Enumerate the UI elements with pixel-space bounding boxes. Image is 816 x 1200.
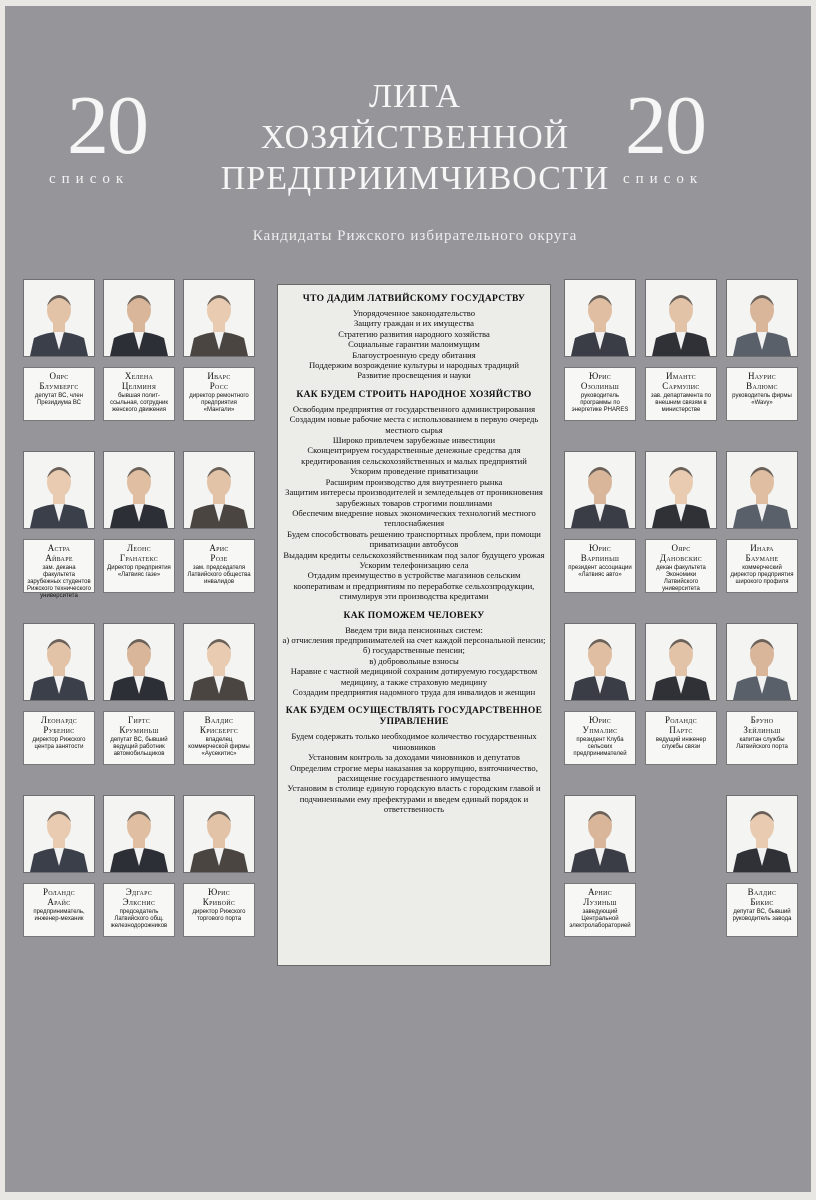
candidate-role: руководитель программы по энергетике PHARES bbox=[571, 393, 629, 413]
candidate-role: президент ассоциации «Латвияс авто» bbox=[568, 565, 632, 578]
candidate-role: зав. департамента по внешним связям в министерстве bbox=[650, 393, 712, 413]
candidate-last-name: Бикис bbox=[750, 897, 774, 907]
program-item: б) государственные пенсии; bbox=[363, 645, 465, 656]
candidate-name bbox=[727, 887, 797, 907]
candidate-first-name: Юрис bbox=[207, 887, 231, 897]
program-section-3 bbox=[278, 625, 550, 698]
candidate-first-name: Эдгарс bbox=[125, 887, 153, 897]
candidate-first-name: Гиртс bbox=[127, 715, 151, 725]
candidate-card bbox=[726, 539, 798, 593]
candidate-name bbox=[565, 887, 635, 907]
program-heading-1: ЧТО ДАДИМ ЛАТВИЙСКОМУ ГОСУДАРСТВУ bbox=[302, 294, 526, 304]
candidate-last-name: Дановскис bbox=[659, 553, 703, 563]
candidate-photo bbox=[564, 795, 636, 873]
candidate-card bbox=[645, 711, 717, 765]
candidate-name bbox=[646, 371, 716, 391]
candidate-name bbox=[727, 543, 797, 563]
candidate-photo bbox=[645, 623, 717, 701]
program-item: Стратегию развития народного хозяйства bbox=[338, 328, 490, 339]
program-heading-2: КАК БУДЕМ СТРОИТЬ НАРОДНОЕ ХОЗЯЙСТВО bbox=[296, 389, 532, 400]
candidate-role: капитан службы Латвийского порта bbox=[736, 737, 788, 750]
candidate-photo bbox=[23, 279, 95, 357]
candidate-role: депутат ВС, член Президиума ВС bbox=[34, 393, 84, 406]
candidate-name bbox=[646, 715, 716, 735]
candidate-name bbox=[565, 715, 635, 735]
poster bbox=[5, 6, 811, 1192]
candidate-first-name: Леонардс bbox=[40, 715, 78, 725]
program-item: Наравне с частной медициной сохраним дотируемую государством медицину, а также страховую медицину bbox=[290, 666, 538, 687]
candidate-card bbox=[726, 711, 798, 765]
candidate-card bbox=[564, 539, 636, 593]
candidate-photo bbox=[183, 279, 255, 357]
candidate-first-name: Арис bbox=[209, 543, 229, 553]
candidate-photo bbox=[23, 795, 95, 873]
program-item: Защиту граждан и их имущества bbox=[353, 318, 475, 329]
candidate-photo bbox=[564, 279, 636, 357]
candidate-last-name: Сармулис bbox=[662, 381, 700, 391]
candidate-last-name: Крисбергс bbox=[199, 725, 239, 735]
program-section-2 bbox=[278, 404, 550, 602]
candidate-card bbox=[183, 367, 255, 421]
candidate-name bbox=[184, 371, 254, 391]
candidate-role: председатель Латвийского общ. железнодорожников bbox=[110, 909, 168, 929]
candidate-card bbox=[103, 883, 175, 937]
program-item: Установим в столице единую городскую власть с городским главой и подчиненными ему префектурами и введем единый порядок и ответственность bbox=[287, 783, 541, 815]
candidate-photo bbox=[183, 451, 255, 529]
candidate-role: бывшая полит-ссыльная, сотрудник женского движения bbox=[109, 393, 169, 413]
program-section-4 bbox=[278, 731, 550, 814]
candidate-photo bbox=[183, 623, 255, 701]
candidate-last-name: Партс bbox=[669, 725, 693, 735]
candidate-last-name: Варпиньш bbox=[580, 553, 620, 563]
candidate-role: коммерческий директор предприятия широкого профиля bbox=[730, 565, 794, 585]
candidate-name bbox=[184, 887, 254, 907]
candidate-photo bbox=[23, 623, 95, 701]
candidate-last-name: Целминя bbox=[121, 381, 157, 391]
candidate-name bbox=[184, 543, 254, 563]
candidate-role: директор ремонтного предприятия «Мангали» bbox=[189, 393, 249, 413]
program-panel bbox=[277, 284, 551, 966]
program-item: Ускорим проведение приватизации bbox=[349, 466, 479, 477]
candidate-first-name: Имантс bbox=[666, 371, 696, 381]
list-label-left: список bbox=[49, 171, 130, 187]
candidate-role: руководитель фирмы «Wavy» bbox=[732, 393, 792, 406]
candidate-first-name: Валдис bbox=[204, 715, 234, 725]
candidate-first-name: Леонс bbox=[127, 543, 151, 553]
candidate-last-name: Рубенис bbox=[43, 725, 75, 735]
program-item: Социальные гарантии малоимущим bbox=[348, 339, 480, 350]
candidate-role: директор Рижского торгового порта bbox=[192, 909, 246, 922]
candidate-name bbox=[104, 715, 174, 735]
candidate-first-name: Оярс bbox=[671, 543, 691, 553]
program-item: Широко привлечем зарубежные инвестиции bbox=[332, 435, 496, 446]
candidate-card bbox=[564, 367, 636, 421]
candidate-card bbox=[103, 711, 175, 765]
candidate-card bbox=[564, 711, 636, 765]
candidate-first-name: Бруно bbox=[750, 715, 774, 725]
program-item: Установим контроль за доходами чиновников и депутатов bbox=[308, 752, 520, 763]
candidate-name bbox=[24, 887, 94, 907]
title-line-1: ЛИГА bbox=[368, 78, 462, 115]
candidate-photo bbox=[103, 623, 175, 701]
candidate-first-name: Арнис bbox=[587, 887, 612, 897]
candidate-card bbox=[23, 539, 95, 599]
candidate-last-name: Гранатекс bbox=[119, 553, 159, 563]
candidate-card bbox=[103, 367, 175, 421]
candidate-last-name: Блумбергс bbox=[39, 381, 79, 391]
candidate-role: зам. председателя Латвийского общества инвалидов bbox=[187, 565, 251, 585]
candidate-first-name: Хелена bbox=[124, 371, 154, 381]
candidate-role: депутат ВС, бывший руководитель завода bbox=[732, 909, 792, 922]
program-item: Освободим предприятия от государственного администрирования bbox=[292, 403, 536, 414]
list-label-right: список bbox=[623, 171, 704, 187]
candidate-name bbox=[104, 371, 174, 391]
candidate-photo bbox=[23, 451, 95, 529]
program-heading-4: КАК БУДЕМ ОСУЩЕСТВЛЯТЬ ГОСУДАРСТВЕННОЕ УПРАВЛЕНИЕ bbox=[285, 706, 543, 728]
candidate-card bbox=[645, 539, 717, 593]
candidate-card bbox=[23, 367, 95, 421]
candidate-photo bbox=[726, 623, 798, 701]
candidate-photo bbox=[645, 279, 717, 357]
candidate-role: зам. декана факультета зарубежных студентов Рижского технического университета bbox=[27, 565, 91, 599]
program-item: Создадим новые рабочие места с использованием в первую очередь местного сырья bbox=[289, 414, 539, 435]
candidate-first-name: Оярс bbox=[49, 371, 69, 381]
program-item: Будем способствовать решению транспортных проблем, при помощи приватизации автобусов bbox=[287, 528, 541, 550]
candidate-name bbox=[104, 887, 174, 907]
candidate-last-name: Элкснис bbox=[122, 897, 156, 907]
candidate-role: предприниматель, инженер-механик bbox=[33, 909, 85, 922]
candidate-name bbox=[184, 715, 254, 735]
candidate-first-name: Валдис bbox=[747, 887, 777, 897]
candidate-first-name: Роландс bbox=[665, 715, 697, 725]
candidate-last-name: Баумане bbox=[745, 553, 779, 563]
candidate-photo bbox=[726, 451, 798, 529]
candidate-role: директор Рижского центра занятости bbox=[32, 737, 86, 750]
candidate-card bbox=[23, 883, 95, 937]
candidate-photo bbox=[103, 795, 175, 873]
program-item: Создадим предприятия надомного труда для инвалидов и женщин bbox=[292, 687, 536, 697]
candidate-first-name: Юрис bbox=[588, 715, 612, 725]
candidate-photo bbox=[726, 795, 798, 873]
candidate-name bbox=[727, 715, 797, 735]
poster-subtitle: Кандидаты Рижского избирательного округа bbox=[252, 228, 578, 244]
candidate-name bbox=[727, 371, 797, 391]
program-item: Развитие просвещения и науки bbox=[357, 370, 471, 381]
candidate-card bbox=[183, 883, 255, 937]
title-line-2: ХОЗЯЙСТВЕННОЙ bbox=[260, 119, 570, 156]
program-item: Сконцентрируем государственные денежные средства для кредитирования сельскохозяйственных и малых предприятий bbox=[301, 445, 527, 466]
candidate-role: депутат ВС, бывший ведущий работник автомобильщиков bbox=[110, 737, 168, 757]
program-item: Расширим производство для внутреннего рынка bbox=[325, 476, 503, 487]
candidate-role: Директор предприятия «Латвияс газе» bbox=[107, 565, 171, 578]
program-item: Защитим интересы производителей и земледельцев от проникновения зарубежных товаров строгими пошлинами bbox=[285, 487, 543, 508]
list-number-right: 20 bbox=[625, 79, 705, 172]
candidate-first-name: Инара bbox=[750, 543, 774, 553]
candidate-name bbox=[24, 715, 94, 735]
program-section-1 bbox=[278, 308, 550, 381]
candidate-role: заведующий Центральной электролабораторией bbox=[569, 909, 631, 929]
program-item: а) отчисления предпринимателей на счет каждой персональной пенсии; bbox=[282, 634, 546, 645]
candidate-card bbox=[726, 367, 798, 421]
candidate-last-name: Озолиньш bbox=[580, 381, 620, 391]
candidate-first-name: Юрис bbox=[588, 371, 612, 381]
candidate-last-name: Айваре bbox=[45, 553, 73, 563]
candidate-role: владелец коммерческой фирмы «Аусекитис» bbox=[188, 737, 250, 757]
poster-title bbox=[205, 76, 625, 199]
candidate-photo bbox=[726, 279, 798, 357]
candidate-name bbox=[24, 543, 94, 563]
title-line-3: ПРЕДПРИИМЧИВОСТИ bbox=[220, 160, 610, 197]
program-item: Отдадим преимущество в устройстве магазинов сельским кооперативам и предприятиям по переработке сельхозпродукции, стимулируя эти производства кредитами bbox=[293, 570, 535, 602]
candidate-first-name: Роландс bbox=[43, 887, 75, 897]
program-item: Будем содержать только необходимое количество государственных чиновников bbox=[291, 731, 537, 752]
candidate-name bbox=[104, 543, 174, 563]
candidate-card bbox=[23, 711, 95, 765]
list-number-left: 20 bbox=[67, 79, 147, 172]
candidate-card bbox=[103, 539, 175, 593]
program-heading-3: КАК ПОМОЖЕМ ЧЕЛОВЕКУ bbox=[343, 610, 485, 621]
candidate-card bbox=[183, 711, 255, 765]
candidate-photo bbox=[564, 623, 636, 701]
candidate-name bbox=[565, 543, 635, 563]
candidate-photo bbox=[103, 279, 175, 357]
candidate-card bbox=[183, 539, 255, 593]
candidate-card bbox=[564, 883, 636, 937]
candidate-card bbox=[645, 367, 717, 421]
program-item: Определим строгие меры наказания за коррупцию, взяточничество, расхищение государственного имущества bbox=[290, 762, 538, 784]
candidate-name bbox=[565, 371, 635, 391]
candidate-role: президент Клуба сельских предпринимателей bbox=[573, 737, 627, 757]
program-item: Выдадим кредиты сельскохозяйственникам под залог будущего урожая bbox=[283, 549, 545, 560]
candidate-role: декан факультета Экономики Латвийского университета bbox=[656, 565, 706, 592]
candidate-first-name: Наурис bbox=[747, 371, 777, 381]
candidate-last-name: Валюмс bbox=[746, 381, 778, 391]
candidate-last-name: Кривойс bbox=[202, 897, 236, 907]
candidate-photo bbox=[183, 795, 255, 873]
candidate-last-name: Арайс bbox=[47, 897, 71, 907]
candidate-name bbox=[24, 371, 94, 391]
program-item: в) добровольные взносы bbox=[369, 655, 459, 666]
candidate-first-name: Юрис bbox=[588, 543, 612, 553]
candidate-role: ведущий инженер службы связи bbox=[655, 737, 707, 750]
program-item: Введем три вида пенсионных систем: bbox=[345, 624, 483, 635]
candidate-name bbox=[646, 543, 716, 563]
program-item: Ускорим телефонизацию села bbox=[359, 559, 469, 570]
candidate-first-name: Иварс bbox=[207, 371, 231, 381]
program-item: Благоустроенную среду обитания bbox=[352, 349, 476, 360]
candidate-last-name: Лузиньш bbox=[583, 897, 617, 907]
program-item: Обеспечим внедрение новых экономических технологий местного теплоснабжения bbox=[292, 507, 536, 529]
candidate-last-name: Розе bbox=[210, 553, 228, 563]
candidate-photo bbox=[645, 451, 717, 529]
candidate-last-name: Круминьш bbox=[119, 725, 159, 735]
candidate-first-name: Астра bbox=[47, 543, 71, 553]
candidate-last-name: Росс bbox=[209, 381, 229, 391]
candidate-card bbox=[726, 883, 798, 937]
candidate-photo bbox=[103, 451, 175, 529]
candidate-last-name: Упмалис bbox=[582, 725, 618, 735]
candidate-last-name: Зейлиньш bbox=[743, 725, 781, 735]
program-item: Упорядоченное законодательство bbox=[352, 308, 476, 318]
candidate-photo bbox=[564, 451, 636, 529]
program-item: Поддержим возрождение культуры и народных традиций bbox=[308, 360, 520, 371]
